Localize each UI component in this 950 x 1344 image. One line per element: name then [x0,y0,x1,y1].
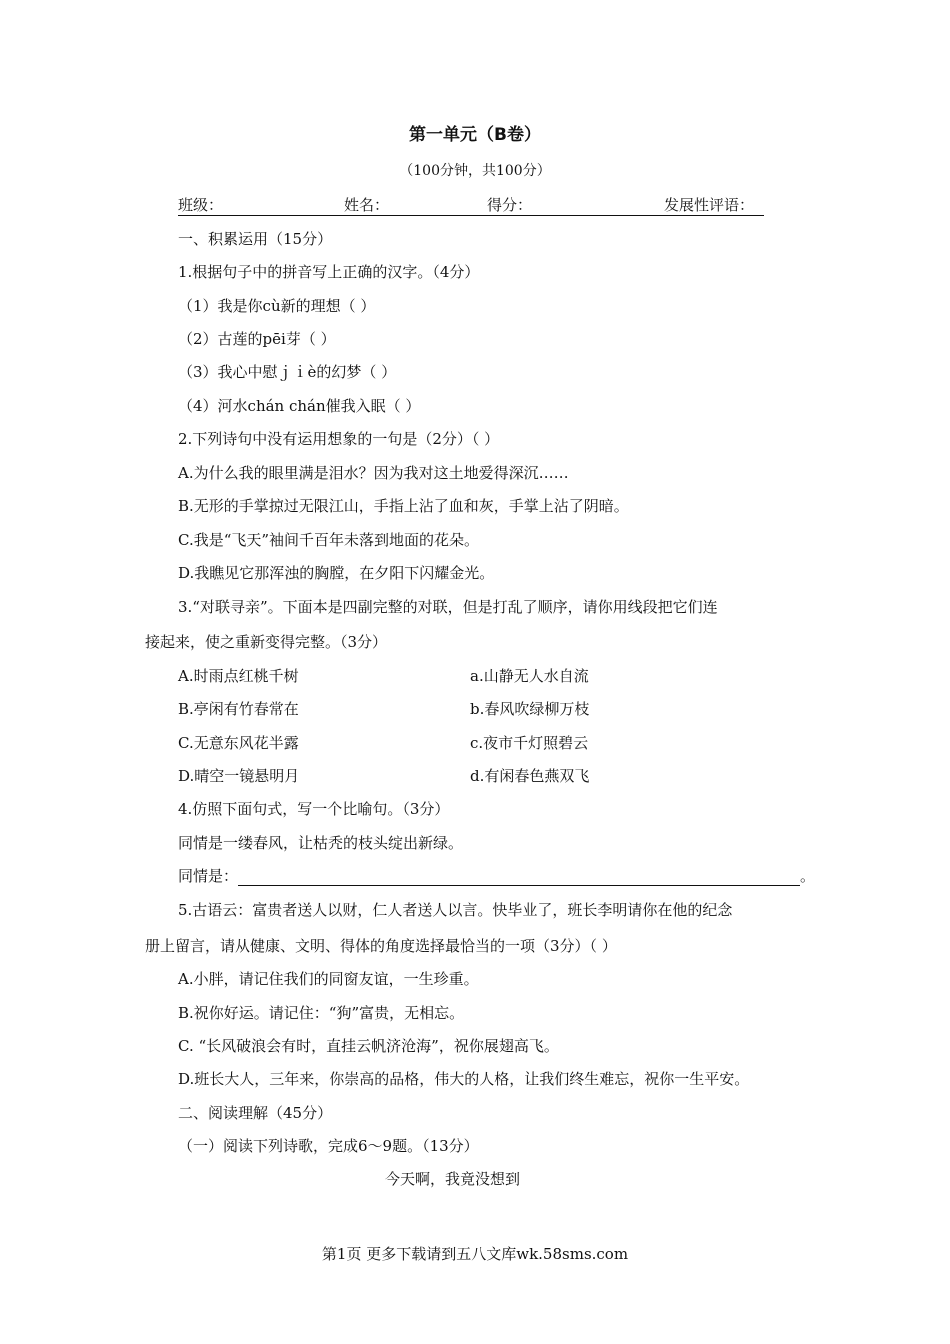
student-info-row [178,195,764,216]
page-title: 第一单元（B卷） [409,125,541,145]
question-5-option: B.祝你好运。请记住：“狗”富贵，无相忘。 [178,1004,465,1022]
couplet-right: c.夜市千灯照碧云 [470,734,589,752]
answer-label: 同情是： [178,867,239,885]
question-1-item: （2）古莲的pēi芽（ ） [178,330,336,348]
question-2-option: B.无形的手掌掠过无限江山，手指上沾了血和灰，手掌上沾了阴暗。 [178,497,629,515]
question-3-prompt: 3.“对联寻亲”。下面本是四副完整的对联，但是打乱了顺序，请你用线段把它们连 [178,598,718,616]
class-label: 班级： [178,196,224,214]
question-4-answer-row [178,866,815,886]
couplet-right: d.有闲春色燕双飞 [470,767,590,785]
name-label: 姓名： [344,196,390,214]
couplet-left: D.晴空一镜悬明月 [178,767,300,785]
question-5-prompt: 5.古语云：富贵者送人以财，仁人者送人以言。快毕业了，班长李明请你在他的纪念 [178,901,733,919]
question-2-option: C.我是“飞天”袖间千百年未落到地面的花朵。 [178,531,480,549]
poem-title: 今天啊，我竟没想到 [384,1170,520,1188]
page-subtitle: （100分钟，共100分） [399,163,551,179]
section-heading-2: 二、阅读理解（45分） [178,1104,333,1122]
question-2-option: D.我瞧见它那浑浊的胸膛，在夕阳下闪耀金光。 [178,564,495,582]
question-1-prompt: 1.根据句子中的拼音写上正确的汉字。（4分） [178,263,480,281]
question-1-item: （3）我心中慰ｊｉè的幻梦（ ） [178,363,397,381]
question-3-prompt-continued: 接起来，使之重新变得完整。（3分） [145,633,388,651]
score-label: 得分： [487,196,533,214]
answer-end-mark: 。 [800,867,816,885]
question-5-option: D.班长大人，三年来，你崇高的品格，伟大的人格，让我们终生难忘，祝你一生平安。 [178,1070,750,1088]
question-2-prompt: 2.下列诗句中没有运用想象的一句是（2分）（ ） [178,430,500,448]
section-heading-1: 一、积累运用（15分） [178,230,333,248]
question-4-example: 同情是一缕春风，让枯秃的枝头绽出新绿。 [178,834,464,852]
comment-label: 发展性评语： [664,196,755,214]
couplet-left: B.亭闲有竹春常在 [178,700,299,718]
question-1-item: （4）河水chán chán催我入眠（ ） [178,397,421,415]
question-2-option: A.为什么我的眼里满是泪水？因为我对这土地爱得深沉…… [178,464,569,482]
question-5-option: A.小胖，请记住我们的同窗友谊，一生珍重。 [178,970,479,988]
couplet-left: A.时雨点红桃千树 [178,667,299,685]
page-footer: 第1页 更多下载请到五八文库wk.58sms.com [321,1245,629,1263]
question-4-prompt: 4.仿照下面句式，写一个比喻句。（3分） [178,800,450,818]
reading-part-1-prompt: （一）阅读下列诗歌，完成6～9题。（13分） [178,1137,479,1155]
question-5-option: C. “长风破浪会有时，直挂云帆济沧海”，祝你展翅高飞。 [178,1037,559,1055]
answer-blank[interactable] [238,869,800,886]
couplet-left: C.无意东风花半露 [178,734,299,752]
couplet-right: b.春风吹绿柳万枝 [470,700,590,718]
couplet-right: a.山静无人水自流 [470,667,589,685]
question-5-prompt-continued: 册上留言，请从健康、文明、得体的角度选择最恰当的一项（3分）（ ） [145,937,617,955]
question-1-item: （1）我是你cù新的理想（ ） [178,297,376,315]
